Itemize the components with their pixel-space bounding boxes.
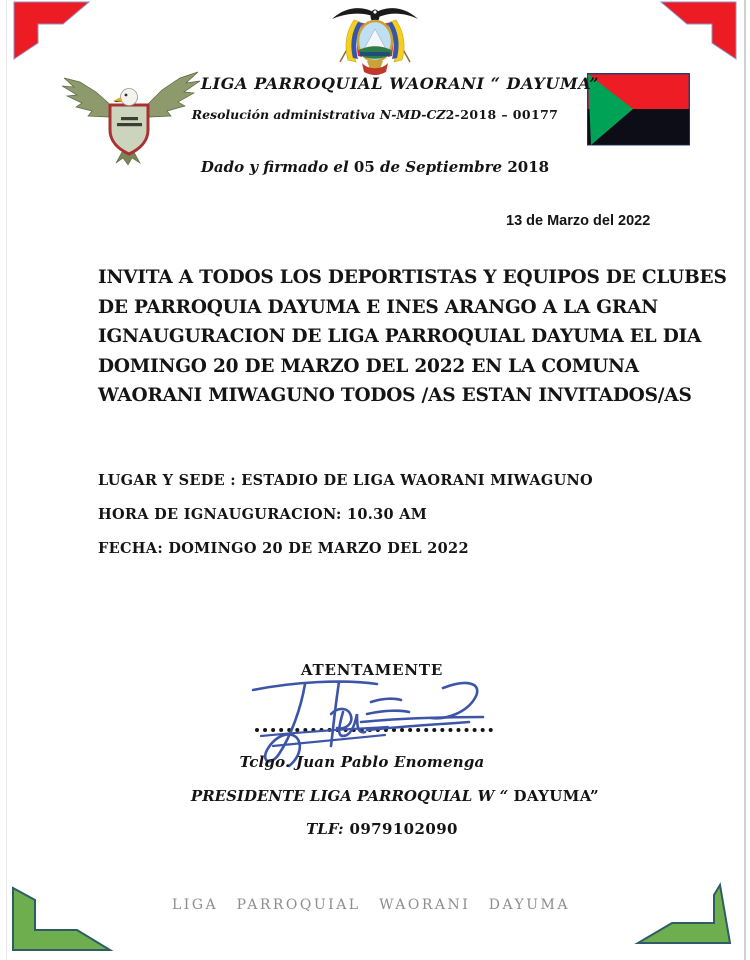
corner-bracket-top-left-icon xyxy=(0,0,100,65)
footer-watermark xyxy=(172,897,570,913)
issued-text-2: de Septiembre xyxy=(380,158,508,176)
phone-line xyxy=(7,820,750,838)
page-edge-right xyxy=(744,0,746,960)
signer-role-org: DAYUMA” xyxy=(513,787,600,805)
corner-bracket-bottom-right-icon xyxy=(620,880,750,955)
footer-word: LIGA xyxy=(172,897,219,913)
event-details xyxy=(98,470,593,572)
corner-bracket-top-right-icon xyxy=(650,0,750,65)
body-line: IGNAUGURACION DE LIGA PARROQUIAL DAYUMA EL DIA xyxy=(98,326,702,347)
body-line: DE PARROQUIA DAYUMA E INES ARANGO A LA GRAN xyxy=(98,296,658,318)
footer-word: DAYUMA xyxy=(488,897,570,913)
issued-line xyxy=(0,158,750,176)
ecuador-coat-of-arms-icon xyxy=(318,0,432,75)
issued-year: 2018 xyxy=(507,158,550,176)
issued-text-1: Dado y firmado el xyxy=(200,158,354,176)
body-line: INVITA A TODOS LOS DEPORTISTAS Y EQUIPOS DE CLUBES xyxy=(98,267,727,288)
corner-bracket-bottom-left-icon xyxy=(0,880,120,955)
phone-number: 0979102090 xyxy=(349,820,458,838)
signer-role-title: PRESIDENTE LIGA PARROQUIAL W “ xyxy=(190,787,514,805)
time-line: HORA DE IGNAUGURACION: 10.30 AM xyxy=(98,506,428,523)
resolution-text: Resolución administrativa N-MD-CZ xyxy=(191,107,446,122)
page-edge-left xyxy=(6,0,7,960)
issued-day: 05 xyxy=(353,158,380,176)
date-detail-line: FECHA: DOMINGO 20 DE MARZO DEL 2022 xyxy=(98,540,469,557)
venue-line: LUGAR Y SEDE : ESTADIO DE LIGA WAORANI MIWAGUNO xyxy=(98,472,593,489)
salutation: ATENTAMENTE xyxy=(300,661,444,679)
resolution-number: 2-2018 – 00177 xyxy=(445,107,559,122)
body-line: WAORANI MIWAGUNO TODOS /AS ESTAN INVITADOS/AS xyxy=(98,385,692,406)
phone-label: TLF: xyxy=(306,820,344,838)
footer-word: WAORANI xyxy=(379,897,471,913)
resolution-line xyxy=(0,107,750,122)
signer-name: Tclgo. Juan Pablo Enomenga xyxy=(239,753,485,771)
invitation-body xyxy=(98,263,727,411)
footer-word: PARROQUIAL xyxy=(236,897,361,913)
body-line: DOMINGO 20 DE MARZO DEL 2022 EN LA COMUNA xyxy=(98,355,639,377)
org-title: LIGA PARROQUIAL WAORANI “ DAYUMA” xyxy=(200,74,600,93)
signer-role xyxy=(20,787,750,805)
date-line: 13 de Marzo del 2022 xyxy=(506,213,651,229)
